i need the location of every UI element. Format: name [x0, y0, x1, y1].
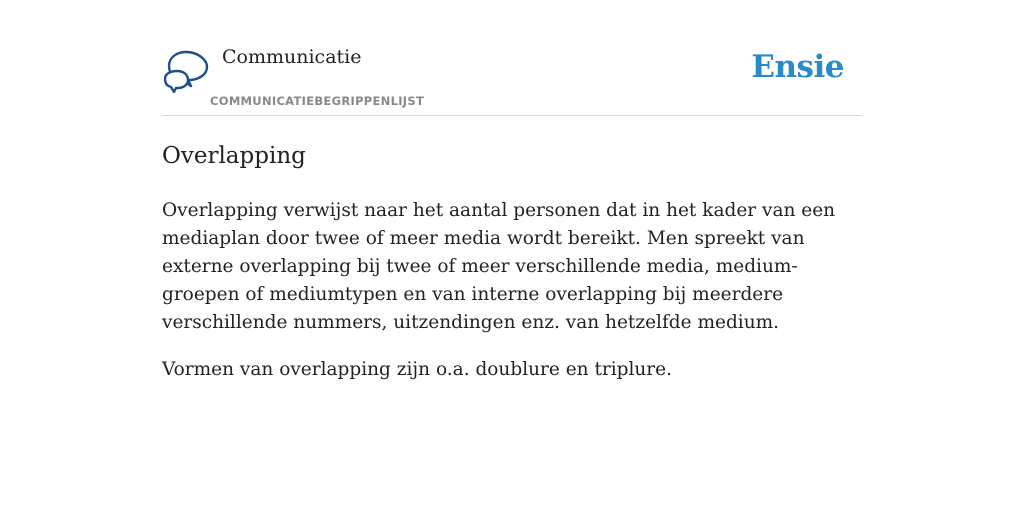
site-header: [162, 0, 862, 116]
article-body: [162, 197, 862, 384]
article-paragraph: Vormen van overlapping zijn o.a. doublure en triplure.: [162, 359, 672, 380]
speech-bubbles-icon[interactable]: [164, 49, 210, 93]
article-title: Overlapping: [162, 143, 306, 169]
site-subtitle: COMMUNICATIEBEGRIPPENLIJST: [210, 94, 425, 108]
article-paragraph: Overlapping verwijst naar het aantal personen dat in het kader van een mediaplan door twee of meer media wordt bereikt. Men spreekt van externe overlapping bij twee of meer verschillende media, medium- groepen of mediumtypen en van interne overlapping bij meerdere verschillende nummers, uitzendingen enz. van hetzelfde medium.: [162, 200, 836, 333]
page: [162, 0, 862, 384]
brand-logo-link[interactable]: Ensie: [751, 49, 844, 85]
site-name-link[interactable]: Communicatie: [222, 46, 362, 68]
